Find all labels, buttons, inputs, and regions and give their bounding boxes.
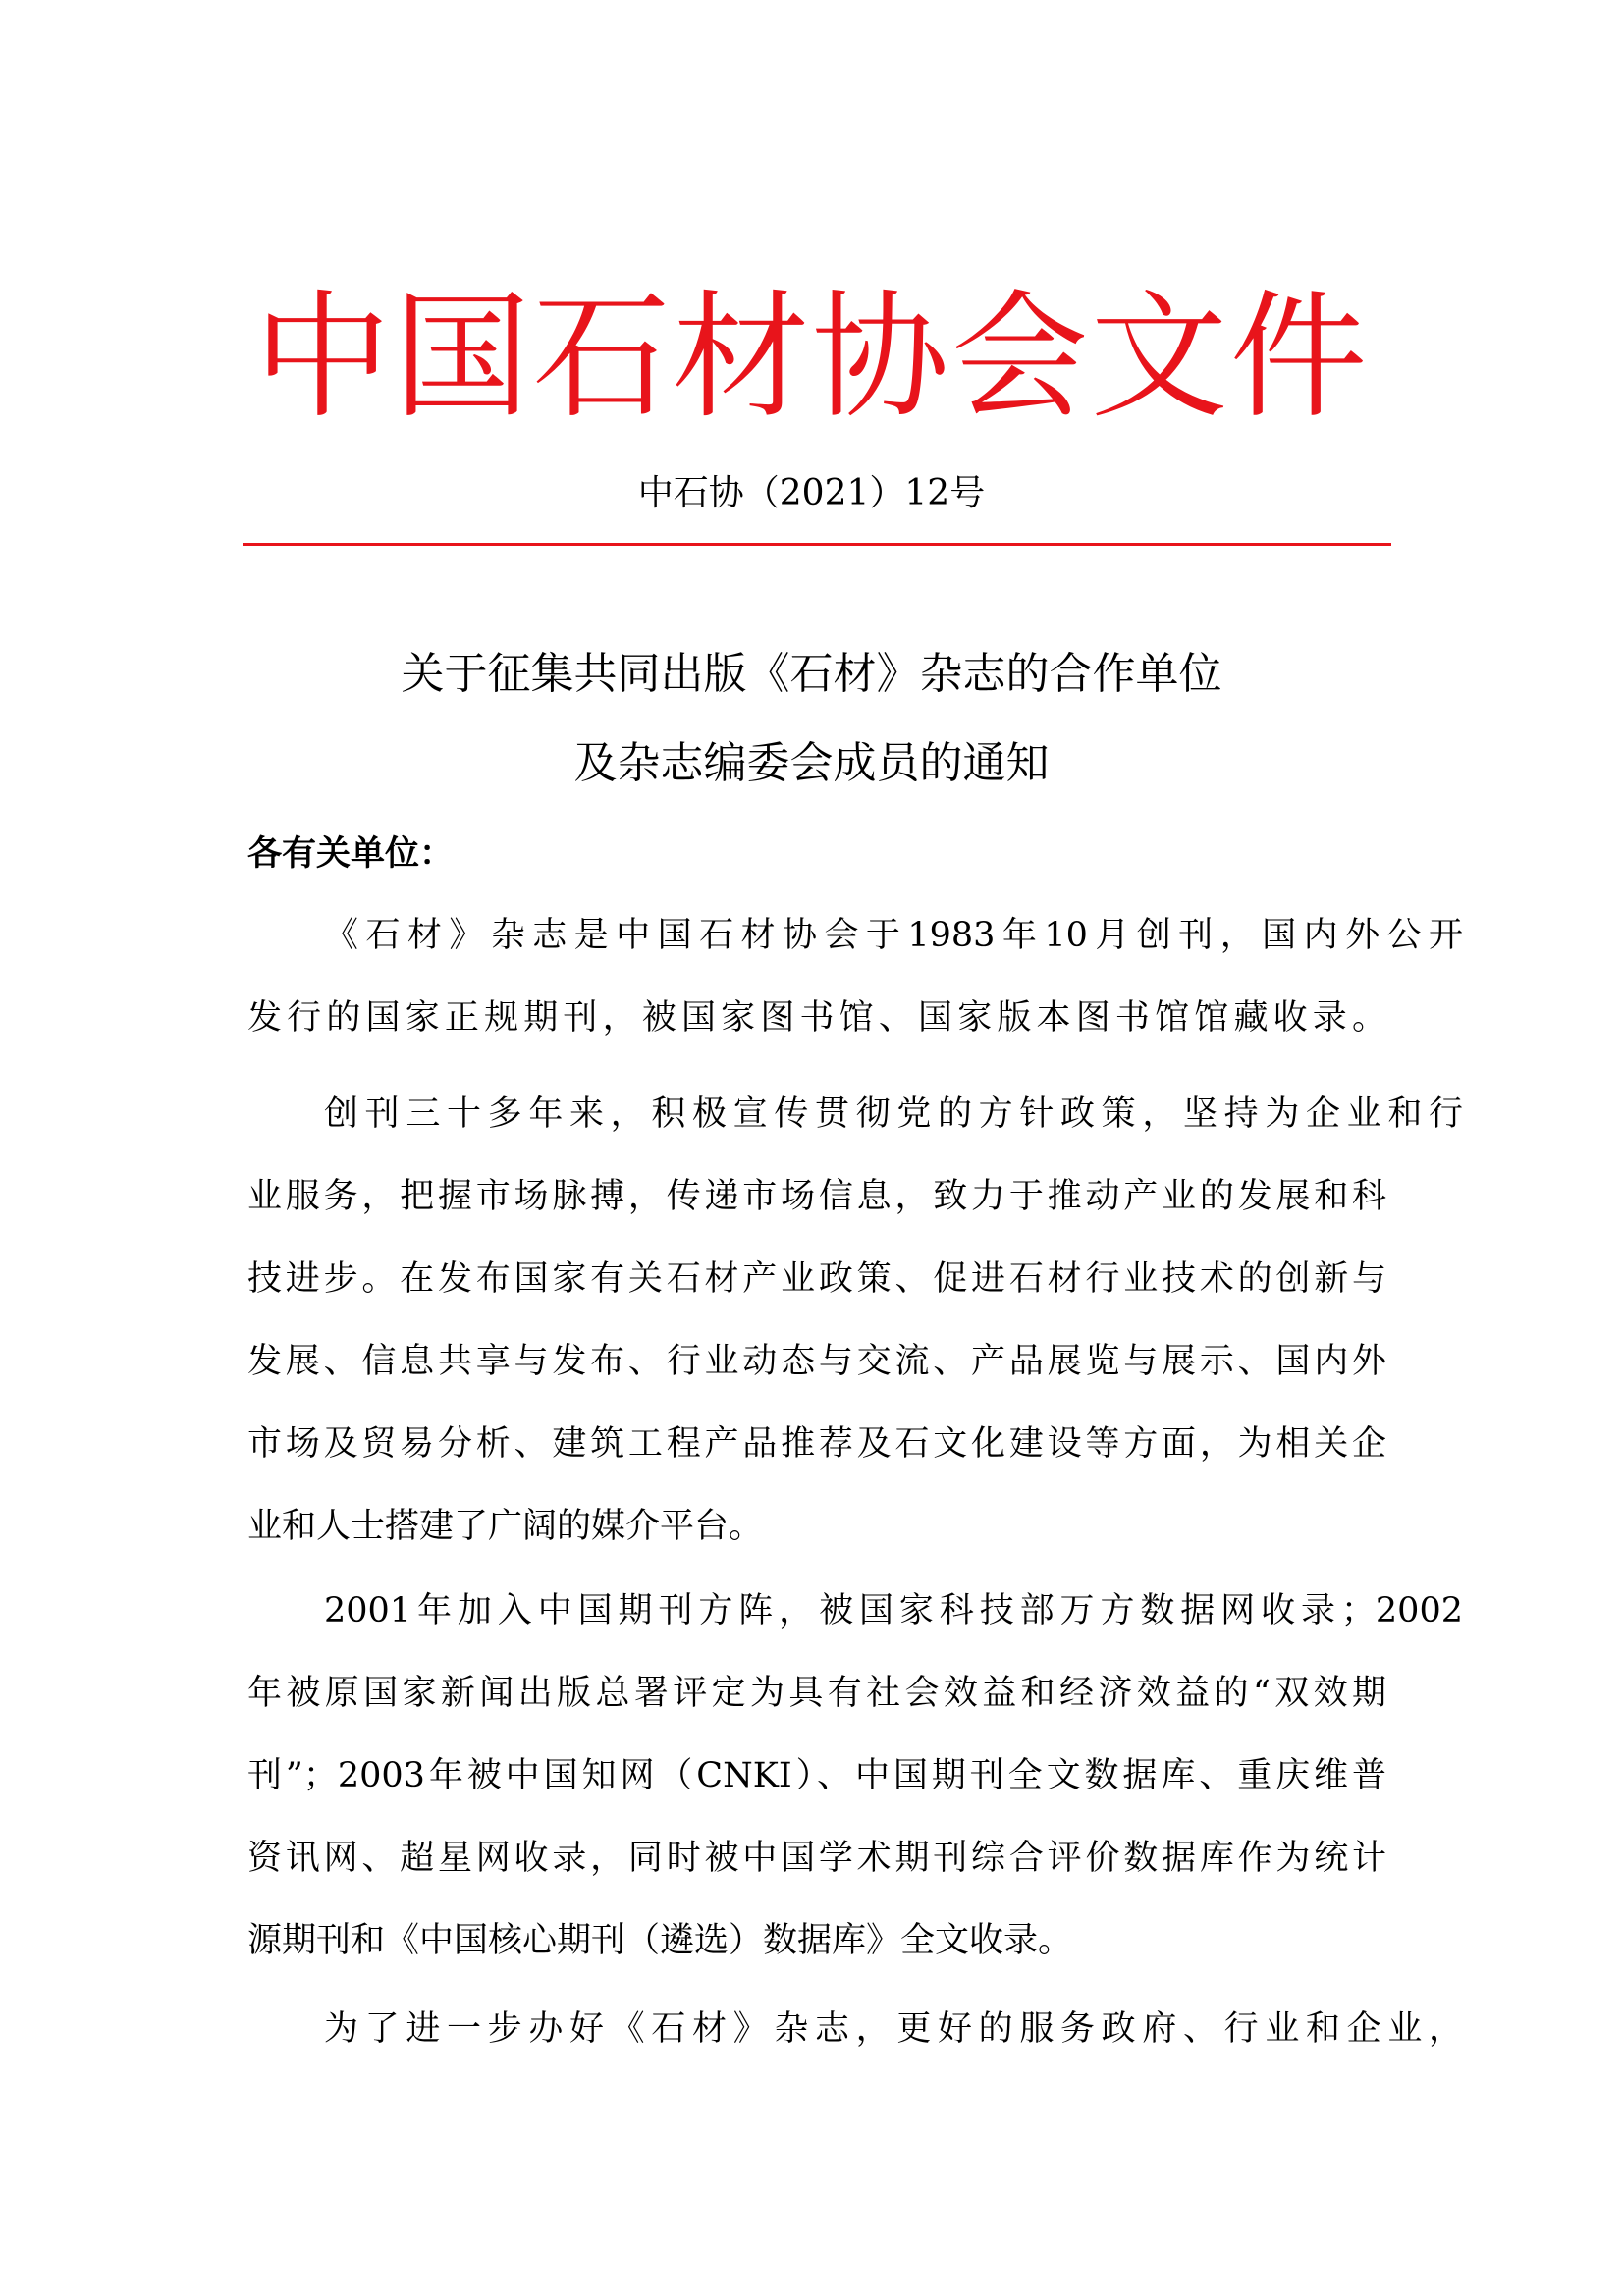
body-line: 《石材》杂志是中国石材协会于1983年10月创刊，国内外公开: [324, 916, 1463, 955]
body-line: 创刊三十多年来，积极宣传贯彻党的方针政策，坚持为企业和行: [324, 1095, 1463, 1134]
body-line: 业服务，把握市场脉搏，传递市场信息，致力于推动产业的发展和科: [247, 1177, 1386, 1216]
body-line: 市场及贸易分析、建筑工程产品推荐及石文化建设等方面，为相关企: [247, 1424, 1386, 1464]
body-line: 资讯网、超星网收录，同时被中国学术期刊综合评价数据库作为统计: [247, 1839, 1386, 1878]
body-line: 年被原国家新闻出版总署评定为具有社会效益和经济效益的“双效期: [247, 1674, 1386, 1713]
body-line: 源期刊和《中国核心期刊（遴选）数据库》全文收录。: [247, 1921, 1073, 1960]
document-number: 中石协（2021）12号: [637, 473, 986, 513]
body-line: 发展、信息共享与发布、行业动态与交流、产品展览与展示、国内外: [247, 1342, 1386, 1381]
body-line: 刊”；2003年被中国知网（CNKI）、中国期刊全文数据库、重庆维普: [247, 1756, 1386, 1795]
notice-title-line-2: 及杂志编委会成员的通知: [573, 738, 1050, 788]
notice-title-line-1: 关于征集共同出版《石材》杂志的合作单位: [401, 649, 1222, 699]
body-line: 发行的国家正规期刊，被国家图书馆、国家版本图书馆馆藏收录。: [247, 998, 1386, 1038]
salutation: 各有关单位：: [247, 833, 455, 874]
body-line: 业和人士搭建了广阔的媒介平台。: [247, 1507, 764, 1546]
body-line: 技进步。在发布国家有关石材产业政策、促进石材行业技术的创新与: [247, 1259, 1386, 1299]
header-divider: [243, 543, 1391, 546]
org-header-title: 中国石材协会文件: [253, 278, 1370, 438]
body-line: 为了进一步办好《石材》杂志，更好的服务政府、行业和企业，: [324, 2009, 1463, 2049]
body-line: 2001年加入中国期刊方阵，被国家科技部万方数据网收录；2002: [324, 1591, 1463, 1630]
